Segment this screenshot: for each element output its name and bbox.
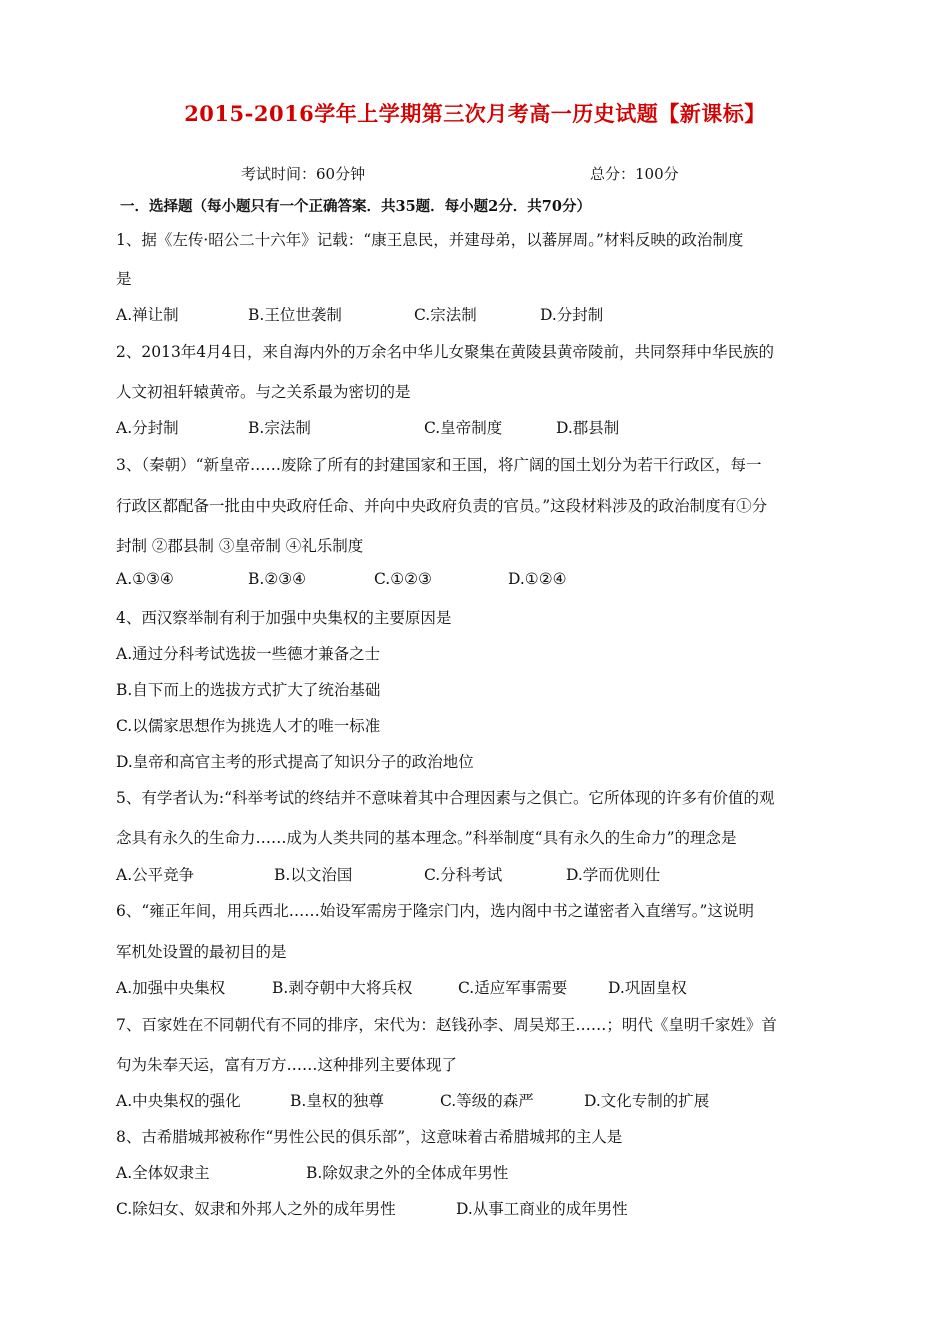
option-c: C.除妇女、奴隶和外邦人之外的成年男性 xyxy=(116,1200,396,1218)
option-b: B.②③④ xyxy=(248,570,307,588)
option-a: A.全体奴隶主 xyxy=(116,1164,210,1182)
option-d: D.①②④ xyxy=(508,570,567,588)
option-c: C.①②③ xyxy=(374,570,432,588)
question-text-line: 人文初祖轩辕黄帝。与之关系最为密切的是 xyxy=(116,383,411,401)
option-a: A.加强中央集权 xyxy=(116,979,226,997)
question-text-line: 1、据《左传·昭公二十六年》记载：“康王息民，并建母弟，以蕃屏周。”材料反映的政治制度 xyxy=(116,231,744,249)
question-text-line: 7、百家姓在不同朝代有不同的排序，宋代为：赵钱孙李、周吴郑王……；明代《皇明千家姓》首 xyxy=(116,1016,777,1034)
question-text-line: 8、古希腊城邦被称作“男性公民的俱乐部”，这意味着古希腊城邦的主人是 xyxy=(116,1128,623,1146)
exam-time: 考试时间：60分钟 xyxy=(241,165,366,183)
option-a: A.分封制 xyxy=(116,419,179,437)
question-text-line: 封制 ②郡县制 ③皇帝制 ④礼乐制度 xyxy=(116,537,364,555)
question-text-line: 念具有永久的生命力……成为人类共同的基本理念。”科举制度“具有永久的生命力”的理念是 xyxy=(116,829,737,847)
total-score: 总分：100分 xyxy=(590,165,679,183)
option-c: C.等级的森严 xyxy=(440,1092,534,1110)
option-c: C.适应军事需要 xyxy=(458,979,568,997)
option-a: A.禅让制 xyxy=(116,306,179,324)
question-text-line: 军机处设置的最初目的是 xyxy=(116,943,287,961)
option-b: B.除奴隶之外的全体成年男性 xyxy=(306,1164,509,1182)
option-a: A.通过分科考试选拔一些德才兼备之士 xyxy=(116,645,381,663)
question-text-line: 6、“雍正年间，用兵西北……始设军需房于隆宗门内，选内阁中书之谨密者入直缮写。”这说明 xyxy=(116,902,754,920)
option-d: D.分封制 xyxy=(540,306,604,324)
option-d: D.文化专制的扩展 xyxy=(584,1092,710,1110)
option-b: B.宗法制 xyxy=(248,419,311,437)
option-b: B.皇权的独尊 xyxy=(290,1092,384,1110)
option-c: C.宗法制 xyxy=(414,306,477,324)
option-d: D.从事工商业的成年男性 xyxy=(456,1200,628,1218)
option-d: D.巩固皇权 xyxy=(608,979,687,997)
option-a: A.①③④ xyxy=(116,570,174,588)
question-text-line: 行政区都配备一批由中央政府任命、并向中央政府负责的官员。”这段材料涉及的政治制度有①分 xyxy=(116,497,768,515)
section-heading: 一．选择题（每小题只有一个正确答案．共35题．每小题2分．共70分） xyxy=(120,198,591,215)
question-text-line: 5、有学者认为:“科举考试的终结并不意味着其中合理因素与之俱亡。它所体现的许多有价值的观 xyxy=(116,789,775,807)
option-a: A.中央集权的强化 xyxy=(116,1092,241,1110)
question-text-line: 3、（秦朝）“新皇帝……废除了所有的封建国家和王国，将广阔的国土划分为若干行政区，每一 xyxy=(116,456,762,474)
option-d: D.皇帝和高官主考的形式提高了知识分子的政治地位 xyxy=(116,753,474,771)
option-c: C.以儒家思想作为挑选人才的唯一标准 xyxy=(116,717,381,735)
option-d: D.郡县制 xyxy=(556,419,620,437)
option-d: D.学而优则仕 xyxy=(566,866,661,884)
option-a: A.公平竞争 xyxy=(116,866,195,884)
exam-title: 2015-2016学年上学期第三次月考高一历史试题【新课标】 xyxy=(184,101,766,126)
question-text-line: 是 xyxy=(116,270,132,288)
option-b: B.剥夺朝中大将兵权 xyxy=(272,979,413,997)
option-c: C.皇帝制度 xyxy=(424,419,503,437)
option-b: B.王位世袭制 xyxy=(248,306,342,324)
question-text-line: 句为朱奉天运，富有万方……这种排列主要体现了 xyxy=(116,1056,458,1074)
option-b: B.以文治国 xyxy=(274,866,353,884)
question-text-line: 4、西汉察举制有利于加强中央集权的主要原因是 xyxy=(116,609,452,627)
question-text-line: 2、2013年4月4日，来自海内外的万余名中华儿女聚集在黄陵县黄帝陵前，共同祭拜中华民族的 xyxy=(116,343,775,361)
option-c: C.分科考试 xyxy=(424,866,503,884)
option-b: B.自下而上的选拔方式扩大了统治基础 xyxy=(116,681,381,699)
